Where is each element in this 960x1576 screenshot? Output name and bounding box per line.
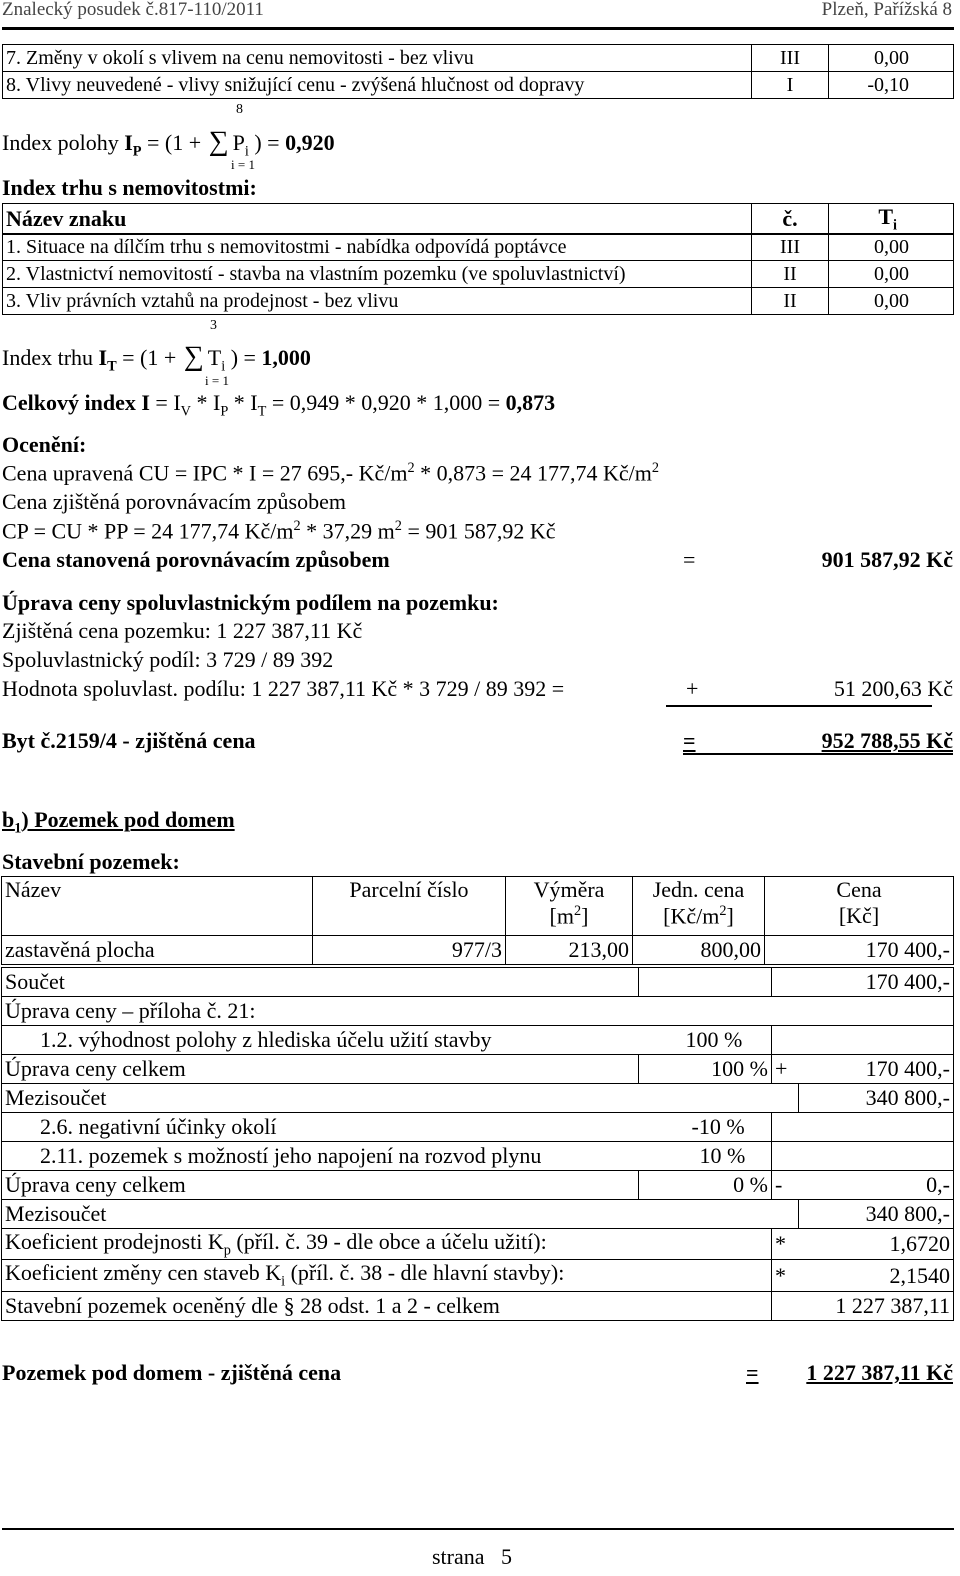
- table-row: Stavební pozemek oceněný dle § 28 odst. 1 a 2 - celkem 1 227 387,11: [2, 1291, 954, 1320]
- stanovena-label: Cena stanovená porovnávacím způsobem: [2, 547, 390, 572]
- index-trhu: Index trhu $I_T = (1$ + ∑ $T_i$ ) = 1,000: [2, 341, 311, 375]
- table-row: 1. Situace na dílčím trhu s nemovitostmi - nabídka odpovídá poptávce III 0,00: [3, 234, 954, 261]
- byt-label: Byt č.2159/4 - zjištěná cena: [2, 728, 256, 753]
- market-table: [2, 203, 954, 235]
- table-row: Koeficient změny cen staveb $K_i$ (příl. č. 38 - dle hlavní stavby): * 2,1540: [2, 1260, 954, 1291]
- market-rows: [2, 233, 954, 315]
- col-name: Název znaku: [3, 204, 752, 235]
- uprava-plus: +: [686, 676, 699, 701]
- location-label: 8. Vlivy neuvedené - vlivy snižující cenu - zvýšená hlučnost od dopravy: [3, 72, 752, 99]
- table-row: 2. Vlastnictví nemovitostí - stavba na vlastním pozemku (ve spoluvlastnictví) II 0,00: [3, 261, 954, 288]
- location-value: -0,10: [829, 72, 954, 99]
- table-row: [3, 45, 954, 72]
- byt-rule: [683, 753, 953, 755]
- location-class: III: [752, 45, 829, 72]
- byt-eq: =: [683, 728, 696, 753]
- section-b1: $b_1$) Pozemek pod domem: [2, 807, 235, 837]
- uprava-title: Úprava ceny spoluvlastnickým podílem na pozemku:: [2, 590, 499, 615]
- header-rule: [2, 27, 954, 30]
- header-right: Plzeň, Pařížská 8: [821, 0, 952, 20]
- table-row: Mezisoučet 340 800,-: [2, 1200, 954, 1229]
- location-label: 7. Změny v okolí s vlivem na cenu nemovitosti - bez vlivu: [3, 45, 752, 72]
- index-polohy: Index polohy $I_P = (1$ + ∑ $P_i$ ) = 0,920: [2, 126, 335, 160]
- table-row: Součet 170 400,-: [2, 968, 954, 997]
- table-row: 3. Vliv právních vztahů na prodejnost - bez vlivu II 0,00: [3, 288, 954, 315]
- stavebni-title: Stavební pozemek:: [2, 849, 180, 874]
- land-table: [1, 876, 954, 965]
- sum-icon: ∑: [183, 341, 204, 372]
- table-row: Mezisoučet 340 800,-: [2, 1084, 954, 1113]
- sum-bottom: i = 1: [231, 157, 255, 172]
- table-row: Úprava ceny celkem 0 % - 0,-: [2, 1171, 954, 1200]
- table-row: 2.6. negativní účinky okolí -10 %: [2, 1113, 954, 1142]
- uprava-value: 51 200,63 Kč: [833, 676, 953, 701]
- sum-icon: ∑: [208, 126, 229, 157]
- oceneni-line1: Cena upravená CU = IPC * I = 27 695,- $Kč/m^2 * 0,873 = 24$ 177,74 $Kč/m^2$: [2, 460, 660, 486]
- pozemek-label: Pozemek pod domem - zjištěná cena: [2, 1360, 342, 1385]
- table-row: zastavěná plocha 977/3 213,00 800,00 170 400,-: [2, 936, 954, 965]
- table-row: 1.2. výhodnost polohy z hlediska účelu užití stavby 100 %: [2, 1026, 954, 1055]
- celkovy-index: Celkový index $I = I_V * I_P * I_T = 0,949 * 0,920 * 1,000 = 0,873$: [2, 390, 556, 420]
- uprava-line2: Spoluvlastnický podíl: 3 729 / 89 392: [2, 647, 334, 672]
- sum-top: 8: [236, 102, 243, 117]
- pozemek-eq: =: [746, 1360, 759, 1385]
- stanovena-eq: =: [683, 547, 696, 572]
- byt-value: 952 788,55 Kč: [821, 728, 953, 753]
- market-title: Index trhu s nemovitostmi:: [2, 175, 257, 200]
- footer-page: strana 5: [432, 1544, 513, 1569]
- location-table: [2, 44, 954, 99]
- table-row: Úprava ceny – příloha č. 21:: [2, 997, 954, 1026]
- table-header: [3, 204, 954, 235]
- table-row: Koeficient prodejnosti $K_p$ (příl. č. 39 - dle obce a účelu užití): * 1,6720: [2, 1229, 954, 1260]
- footer-rule: [2, 1528, 954, 1530]
- col-num: č.: [752, 204, 829, 235]
- col-t: $T_i$: [829, 204, 954, 235]
- location-value: 0,00: [829, 45, 954, 72]
- sum-top: 3: [210, 318, 217, 333]
- sum-rule: [666, 705, 932, 707]
- oceneni-line3: CP = CU * PP = 24 177,74 $Kč/m^2 * 37,29$ $m^2 = 901$ 587,92 Kč: [2, 518, 556, 544]
- pozemek-value: 1 227 387,11 Kč: [806, 1360, 953, 1385]
- table-row: [3, 72, 954, 99]
- table-header: Název Parcelní číslo Výměra $[m^2]$ Jedn. cena $[Kč/m^2]$ Cena [Kč]: [2, 877, 954, 936]
- calc-table: [1, 967, 954, 1321]
- table-row: Úprava ceny celkem 100 % + 170 400,-: [2, 1055, 954, 1084]
- sum-bottom: i = 1: [205, 373, 229, 388]
- header-left: Znalecký posudek č.817-110/2011: [2, 0, 264, 20]
- uprava-line3: Hodnota spoluvlast. podílu: 1 227 387,11 Kč * 3 729 / 89 392 =: [2, 676, 565, 701]
- uprava-line1: Zjištěná cena pozemku: 1 227 387,11 Kč: [2, 618, 363, 643]
- oceneni-line2: Cena zjištěná porovnávacím způsobem: [2, 489, 346, 514]
- table-row: 2.11. pozemek s možností jeho napojení na rozvod plynu 10 %: [2, 1142, 954, 1171]
- oceneni-title: Ocenění:: [2, 432, 87, 457]
- location-class: I: [752, 72, 829, 99]
- stanovena-value: 901 587,92 Kč: [821, 547, 953, 572]
